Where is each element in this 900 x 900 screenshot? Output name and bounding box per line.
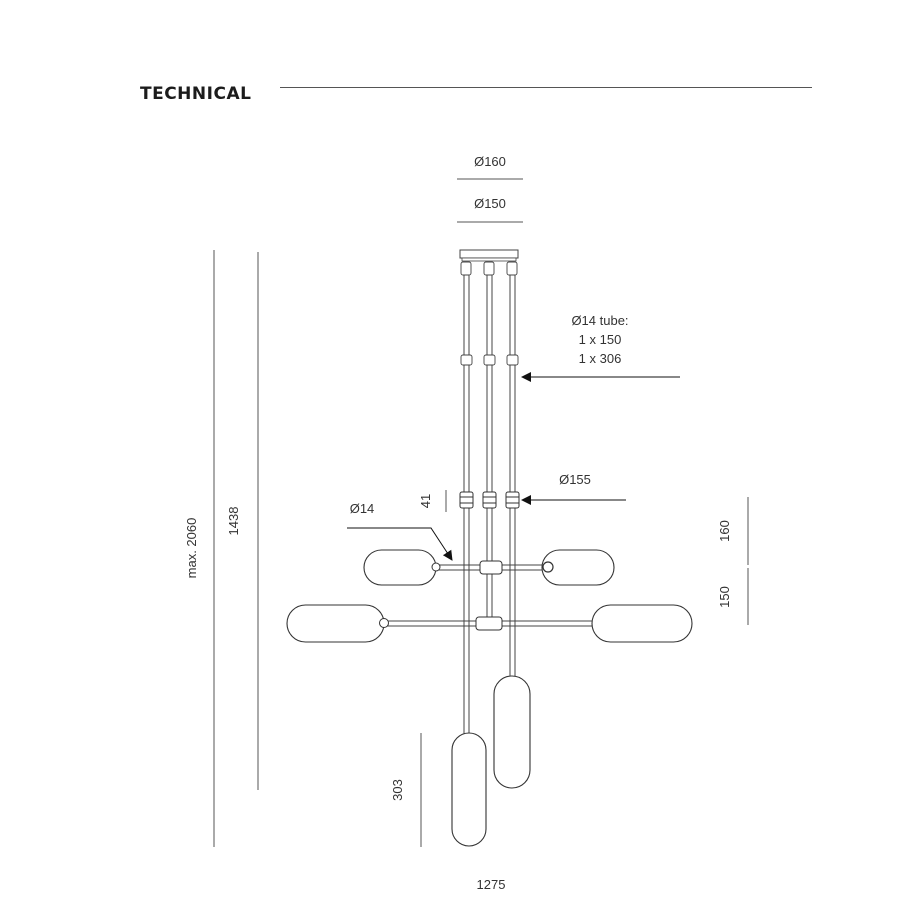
lower-offset-label: 150: [717, 586, 732, 608]
center-pendant-shade: [494, 676, 530, 788]
body-height-label: 1438: [226, 506, 241, 536]
tube-spec-line3: 1 x 306: [578, 351, 622, 366]
connector-height-label: 41: [418, 493, 433, 509]
upper-left-shade: [364, 550, 436, 585]
tube-spec-line2: 1 x 150: [578, 332, 622, 347]
section-title: TECHNICAL: [140, 84, 252, 104]
overall-width-label: 1275: [476, 877, 506, 892]
upper-offset-label: 160: [717, 520, 732, 542]
tube-couplings: [461, 355, 518, 365]
arm-tube-label: Ø14: [349, 501, 375, 516]
ring-diameter-label: Ø155: [559, 472, 591, 487]
shade-length-label: 303: [390, 779, 405, 801]
lower-right-shade: [592, 605, 692, 642]
lower-left-shade: [287, 605, 384, 642]
upper-right-socket: [543, 562, 553, 572]
max-height-label: max. 2060: [184, 517, 199, 579]
connector-ring: [460, 492, 519, 508]
upper-left-socket: [432, 563, 440, 571]
canopy-outer-label: Ø160: [474, 154, 506, 169]
tube-spec-line1: Ø14 tube:: [571, 313, 629, 328]
lower-pendant-shade: [452, 733, 486, 846]
ceiling-canopy: [460, 250, 518, 275]
lower-left-socket: [380, 619, 389, 628]
upper-arm: [436, 561, 546, 574]
lower-arm: [385, 617, 593, 630]
canopy-inner-label: Ø150: [474, 196, 506, 211]
